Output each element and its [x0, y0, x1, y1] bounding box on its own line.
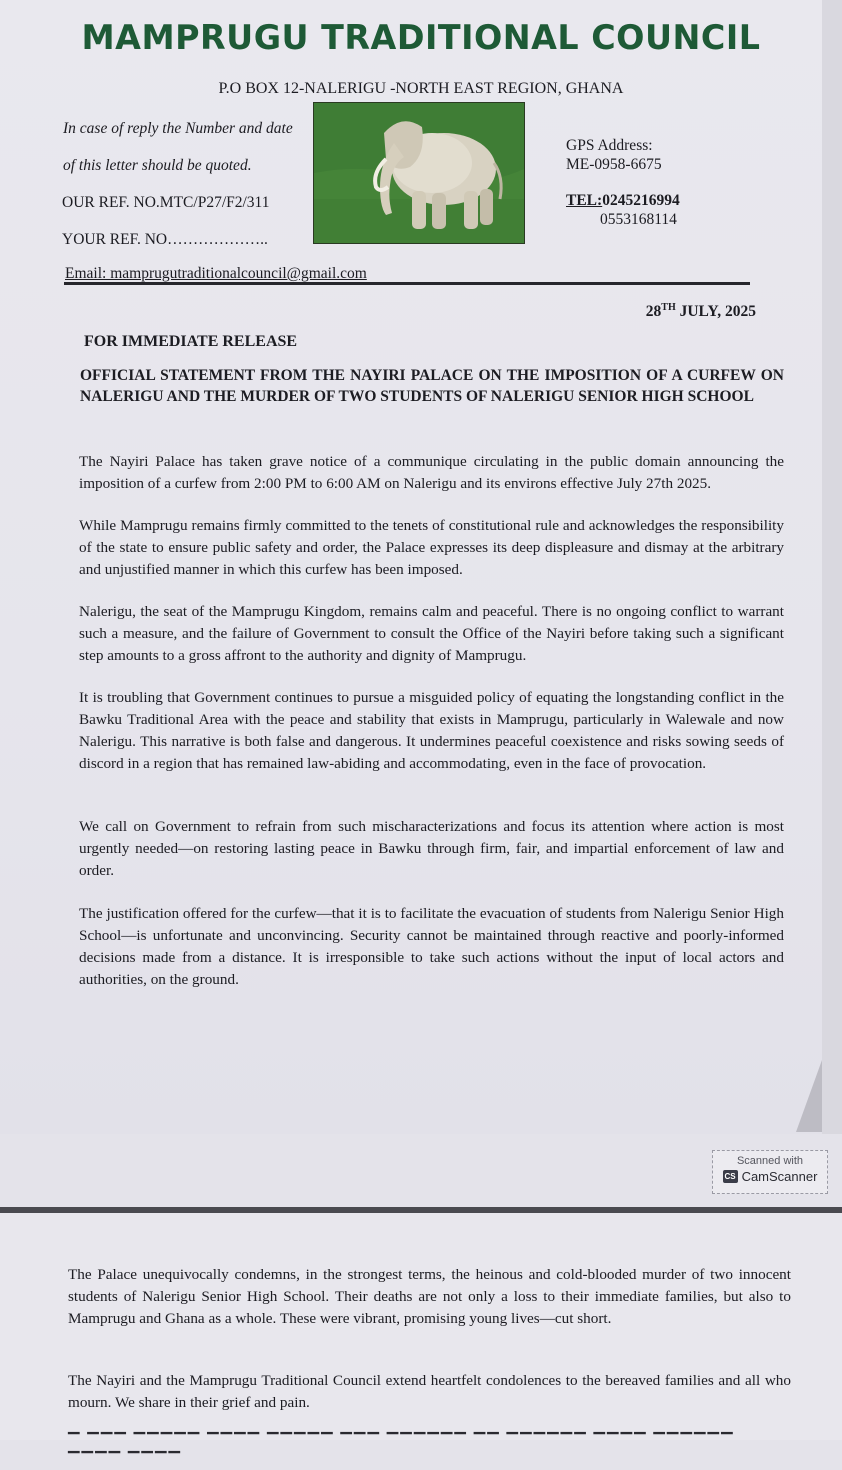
camscanner-logo-icon: CS — [724, 1172, 736, 1181]
your-reference: YOUR REF. NO……………….. — [62, 231, 268, 248]
release-label: FOR IMMEDIATE RELEASE — [84, 333, 298, 350]
reply-note-line1: In case of reply the Number and date — [63, 120, 293, 137]
statement-title: OFFICIAL STATEMENT FROM THE NAYIRI PALACE ON THE IMPOSITION OF A CURFEW ON NALERIGU AND THE MURDER OF TWO STUDENTS OF NALERIGU SENIOR HIGH SCHOOL — [80, 367, 784, 405]
camscanner-name: CamScanner — [741, 1169, 818, 1184]
page-curl — [796, 1060, 822, 1132]
paragraph: We call on Government to refrain from such mischaracterizations and focus its attention where action is most urgently needed—on restoring lasting peace in Bawku through firm, fair, and impartial enforcement of law and order. — [79, 818, 784, 879]
our-reference: OUR REF. NO.MTC/P27/F2/311 — [62, 194, 270, 211]
letterhead-divider — [64, 282, 750, 285]
telephone-line — [566, 192, 680, 210]
paragraph: The Nayiri and the Mamprugu Traditional Council extend heartfelt condolences to the bereaved families and all who mourn. We share in their grief and pain. — [68, 1372, 791, 1411]
paragraph: Nalerigu, the seat of the Mamprugu Kingdom, remains calm and peaceful. There is no ongoing conflict to warrant such a measure, and the failure of Government to consult the Office of the Nayiri before taking such a significant step amounts to a gross affront to the authority and dignity of Mamprugu. — [79, 603, 784, 664]
council-heading: MAMPRUGU TRADITIONAL COUNCIL — [81, 18, 761, 58]
date-month-year: JULY, 2025 — [675, 303, 756, 321]
scanned-with-label: Scanned with — [736, 1155, 804, 1167]
cut-off-text-line: ▔ ▔▔▔ ▔▔▔▔▔ ▔▔▔▔ ▔▔▔▔▔ ▔▔▔ ▔▔▔▔▔▔ ▔▔ ▔▔▔▔▔▔ ▔▔▔▔ ▔▔▔▔▔▔ ▔▔▔▔ ▔▔▔▔ — [68, 1434, 735, 1469]
camscanner-badge — [712, 1150, 828, 1194]
gps-label: GPS Address: — [566, 137, 653, 154]
postal-address: P.O BOX 12-NALERIGU -NORTH EAST REGION, GHANA — [218, 80, 624, 97]
date-suffix: TH — [661, 302, 676, 313]
elephant-icon — [314, 103, 524, 243]
elephant-emblem — [313, 102, 525, 244]
letter-date — [646, 302, 756, 321]
paragraph: The Nayiri Palace has taken grave notice of a communique circulating in the public domain announcing the imposition of a curfew from 2:00 PM to 6:00 AM on Nalerigu and its environs effective July 27th 2025. — [79, 453, 784, 492]
email-address: Email: mamprugutraditionalcouncil@gmail.com — [65, 265, 367, 282]
date-day: 28 — [645, 303, 662, 321]
reply-note-line2: of this letter should be quoted. — [63, 157, 252, 174]
paragraph: The Palace unequivocally condemns, in the strongest terms, the heinous and cold-blooded murder of two innocent students of Nalerigu Senior High School. Their deaths are not only a loss to their immediate families, but also to Mamprugu and Ghana as a whole. These were vibrant, promising young lives—cut short. — [68, 1266, 791, 1327]
paragraph: While Mamprugu remains firmly committed to the tenets of constitutional rule and acknowledges the responsibility of the state to ensure public safety and order, the Palace expresses its deep displeasure and dismay at the arbitrary and unjustified manner in which this curfew has been imposed. — [79, 517, 784, 578]
camscanner-brand — [713, 1169, 827, 1184]
telephone-1: 0245216994 — [602, 192, 680, 209]
gps-value: ME-0958-6675 — [566, 156, 662, 173]
paragraph: It is troubling that Government continues to pursue a misguided policy of equating the longstanding conflict in the Bawku Traditional Area with the peace and stability that exists in Mamprugu, particularly in Walewale and now Nalerigu. This narrative is both false and dangerous. It undermines peaceful coexistence and risks sowing seeds of discord in a region that has remained law-abiding and accommodating, even in the face of provocation. — [79, 689, 784, 772]
page-edge — [822, 0, 842, 1134]
telephone-label: TEL: — [566, 192, 603, 209]
paragraph: The justification offered for the curfew—that it is to facilitate the evacuation of students from Nalerigu Senior High School—is unfortunate and unconvincing. Security cannot be maintained through reactive and poorly-informed decisions made from a distance. It is irresponsible to take such actions without the input of local actors and authorities, on the ground. — [79, 905, 784, 988]
telephone-2: 0553168114 — [600, 211, 677, 228]
